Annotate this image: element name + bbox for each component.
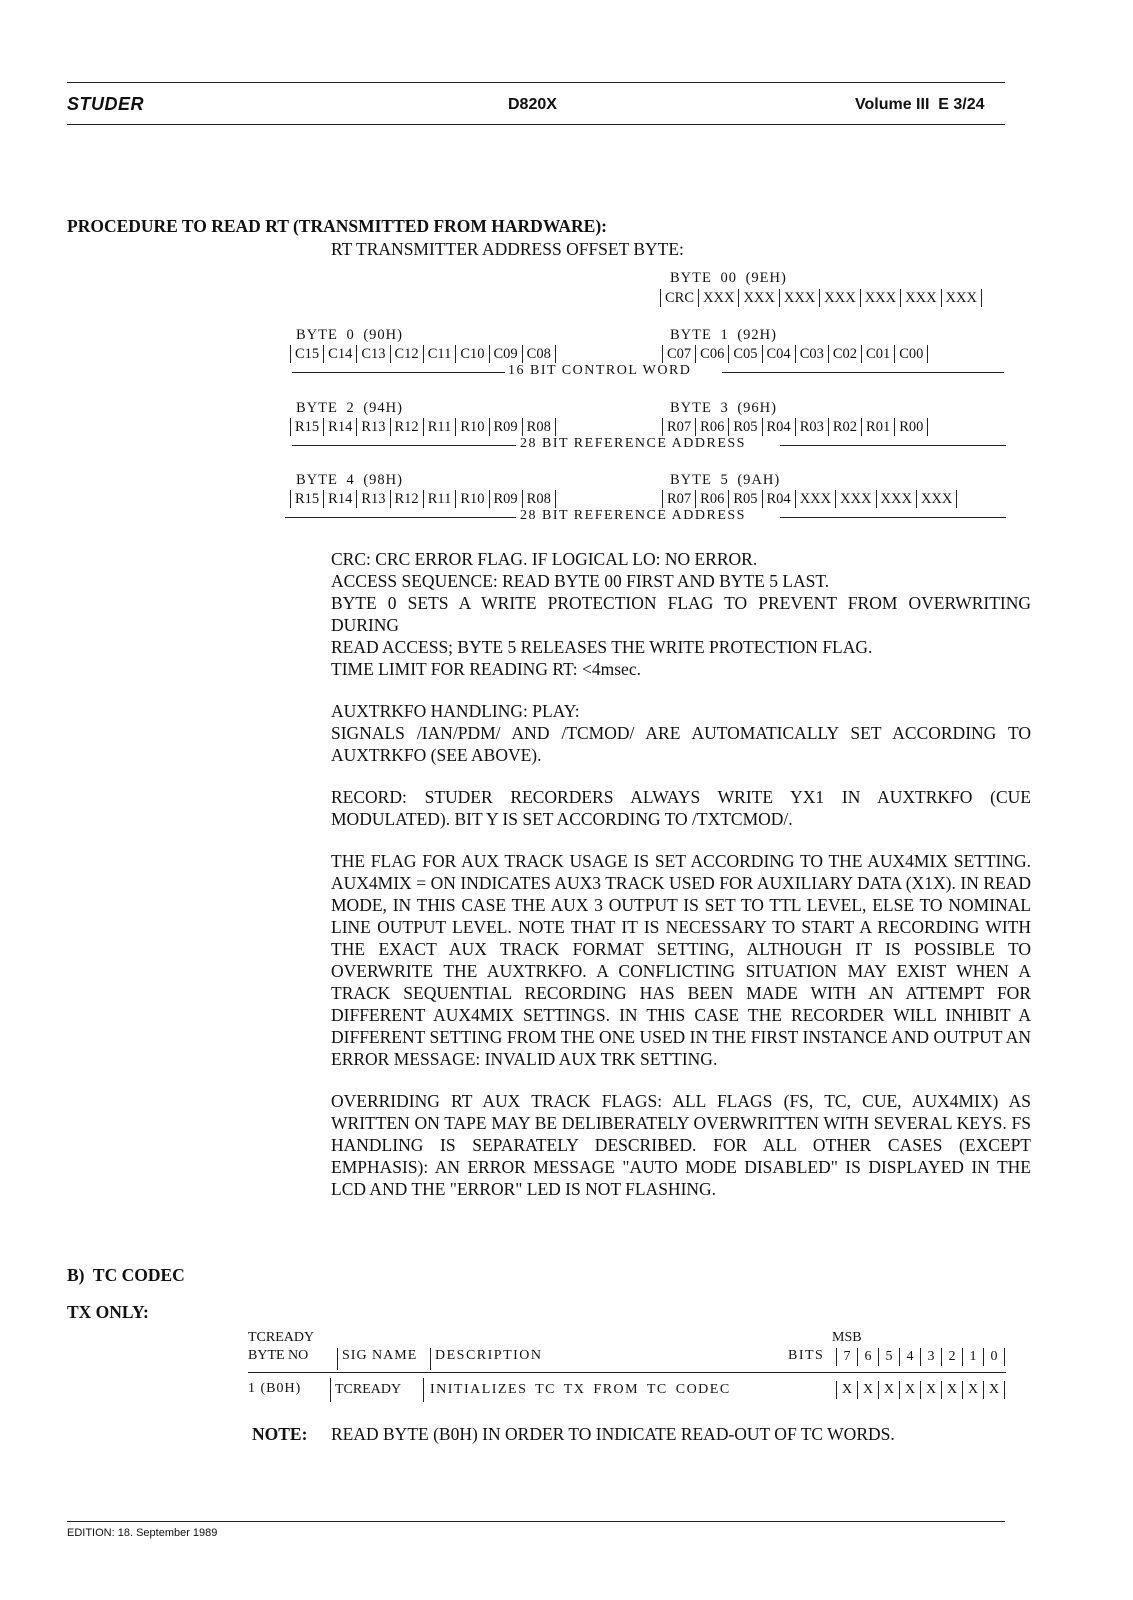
- span23-arrow-left: [292, 445, 516, 446]
- tc-header-sig-name: SIG NAME: [337, 1348, 417, 1370]
- page-number: E 3/24: [938, 96, 985, 113]
- byte3-cell: R03: [795, 418, 828, 436]
- byte1-cell: C07: [662, 345, 695, 363]
- byte2-cell: R14: [323, 418, 356, 436]
- header-top-rule: [67, 82, 1005, 83]
- byte1-cell: C05: [728, 345, 761, 363]
- byte00-cells: [660, 289, 982, 307]
- byte5-cell: R05: [728, 490, 761, 508]
- byte0-cell: C11: [423, 345, 456, 363]
- byte00-cell: XXX: [819, 289, 859, 307]
- byte0-cells: [290, 345, 556, 363]
- byte1-cell: C04: [762, 345, 795, 363]
- byte3-cell: R07: [662, 418, 695, 436]
- byte00-cell: XXX: [698, 289, 738, 307]
- span45-arrow-right: [780, 517, 1006, 518]
- section-b-title: B) TC CODEC: [67, 1265, 185, 1285]
- text-line: SIGNALS /IAN/PDM/ AND /TCMOD/ ARE AUTOMATICALLY SET ACCORDING TO AUXTRKFO (SEE ABOVE).: [331, 723, 1031, 765]
- byte3-cells: [662, 418, 928, 436]
- text-line: AUXTRKFO HANDLING: PLAY:: [331, 701, 580, 721]
- byte00-cell: CRC: [660, 289, 698, 307]
- tc-row-bits: [836, 1381, 1005, 1399]
- byte4-cell: R11: [423, 490, 456, 508]
- byte5-cell: R06: [695, 490, 728, 508]
- bit-value: X: [941, 1381, 962, 1399]
- byte3-cell: R02: [828, 418, 861, 436]
- byte00-cell: XXX: [860, 289, 900, 307]
- bit-value: X: [962, 1381, 983, 1399]
- byte4-cell: R10: [455, 490, 488, 508]
- byte3-label: BYTE 3 (96H): [670, 400, 777, 416]
- byte2-cell: R09: [489, 418, 522, 436]
- span45-label: 28 BIT REFERENCE ADDRESS: [520, 508, 746, 523]
- byte4-label: BYTE 4 (98H): [296, 472, 403, 488]
- byte5-cell: XXX: [916, 490, 957, 508]
- text-line: TIME LIMIT FOR READING RT: <4msec.: [331, 659, 641, 679]
- paragraph-overriding: OVERRIDING RT AUX TRACK FLAGS: ALL FLAGS (FS, TC, CUE, AUX4MIX) AS WRITTEN ON TAPE MAY BE DELIBERATELY OVERWRITTEN WITH SEVERAL KEYS. FS HANDLING IS SEPARATELY DESCRIBED. FOR ALL OTHER CASES (EXCEPT EMPHASIS): AN ERROR MESSAGE "AUTO MODE DISABLED" IS DISPLAYED IN THE LCD AND THE "ERROR" LED IS NOT FLASHING.: [331, 1091, 1031, 1199]
- byte1-cells: [662, 345, 928, 363]
- byte5-cell: XXX: [876, 490, 916, 508]
- byte00-cell: XXX: [779, 289, 819, 307]
- byte4-cell: R08: [522, 490, 556, 508]
- byte0-cell: C13: [356, 345, 389, 363]
- bit-header: 4: [899, 1348, 920, 1366]
- byte2-label: BYTE 2 (94H): [296, 400, 403, 416]
- byte00-label: BYTE 00 (9EH): [670, 270, 787, 286]
- bit-value: X: [899, 1381, 920, 1399]
- byte5-label: BYTE 5 (9AH): [670, 472, 781, 488]
- edition-text: EDITION: 18. September 1989: [67, 1527, 218, 1539]
- bit-header: 6: [857, 1348, 878, 1366]
- volume-label: [855, 96, 985, 114]
- byte2-cells: [290, 418, 556, 436]
- byte3-cell: R05: [728, 418, 761, 436]
- bit-value: X: [878, 1381, 899, 1399]
- tc-table-divider: [248, 1372, 1006, 1373]
- volume-text: Volume III: [855, 96, 930, 113]
- section-a-title: PROCEDURE TO READ RT (TRANSMITTED FROM HARDWARE):: [67, 216, 607, 236]
- span01-arrow-right: [722, 372, 1004, 373]
- bit-header: 1: [962, 1348, 983, 1366]
- bit-header: 5: [878, 1348, 899, 1366]
- byte0-cell: C09: [489, 345, 522, 363]
- byte0-cell: C12: [390, 345, 423, 363]
- byte1-cell: C00: [894, 345, 928, 363]
- tx-only-label: TX ONLY:: [67, 1302, 149, 1322]
- byte1-cell: C06: [695, 345, 728, 363]
- byte0-cell: C10: [455, 345, 488, 363]
- tc-bit-headers: [836, 1348, 1005, 1366]
- byte0-cell: C08: [522, 345, 556, 363]
- byte2-cell: R13: [356, 418, 389, 436]
- model-name: D820X: [508, 96, 557, 113]
- paragraph-record: RECORD: STUDER RECORDERS ALWAYS WRITE YX1 IN AUXTRKFO (CUE MODULATED). BIT Y IS SET ACCORDING TO /TXTCMOD/.: [331, 787, 1031, 829]
- span23-label: 28 BIT REFERENCE ADDRESS: [520, 436, 746, 451]
- section-a-subtitle: RT TRANSMITTER ADDRESS OFFSET BYTE:: [331, 239, 684, 259]
- bit-header: 7: [836, 1348, 857, 1366]
- footer-rule: [67, 1521, 1005, 1522]
- span01-label: 16 BIT CONTROL WORD: [508, 363, 692, 378]
- bit-value: X: [920, 1381, 941, 1399]
- byte2-cell: R10: [455, 418, 488, 436]
- tc-row-sig-name: TCREADY: [330, 1378, 401, 1402]
- text-line: ACCESS SEQUENCE: READ BYTE 00 FIRST AND BYTE 5 LAST.: [331, 571, 830, 591]
- text-line: READ ACCESS; BYTE 5 RELEASES THE WRITE PROTECTION FLAG.: [331, 637, 873, 657]
- byte3-cell: R01: [861, 418, 894, 436]
- byte1-cell: C02: [828, 345, 861, 363]
- text-line: CRC: CRC ERROR FLAG. IF LOGICAL LO: NO ERROR.: [331, 549, 758, 569]
- text-line: BYTE 0 SETS A WRITE PROTECTION FLAG TO PREVENT FROM OVERWRITING DURING: [331, 593, 1031, 635]
- paragraph-auxtrkfo: [331, 700, 1031, 766]
- byte3-cell: R00: [894, 418, 928, 436]
- byte3-cell: R04: [762, 418, 795, 436]
- paragraph-crc: [331, 548, 1031, 680]
- byte5-cell: R07: [662, 490, 695, 508]
- bit-value: X: [857, 1381, 878, 1399]
- byte1-cell: C01: [861, 345, 894, 363]
- msb-label: MSB: [832, 1330, 862, 1345]
- bit-value: X: [983, 1381, 1005, 1399]
- body-text: [331, 548, 1031, 1220]
- byte2-cell: R12: [390, 418, 423, 436]
- byte4-cell: R14: [323, 490, 356, 508]
- byte5-cell: R04: [762, 490, 795, 508]
- byte4-cell: R09: [489, 490, 522, 508]
- tc-table-name: TCREADY: [248, 1330, 315, 1345]
- byte0-cell: C14: [323, 345, 356, 363]
- brand-logo: STUDER: [67, 94, 145, 114]
- byte4-cell: R12: [390, 490, 423, 508]
- header-bottom-rule: [67, 124, 1005, 125]
- bit-header: 3: [920, 1348, 941, 1366]
- span23-arrow-right: [780, 445, 1006, 446]
- tc-header-byte-no: BYTE NO: [248, 1348, 309, 1363]
- note-text: READ BYTE (B0H) IN ORDER TO INDICATE READ-OUT OF TC WORDS.: [331, 1424, 895, 1444]
- span01-arrow-left: [292, 372, 505, 373]
- byte3-cell: R06: [695, 418, 728, 436]
- bit-value: X: [836, 1381, 857, 1399]
- tc-row-description: INITIALIZES TC TX FROM TC CODEC: [423, 1378, 731, 1402]
- byte4-cells: [290, 490, 556, 508]
- tc-header-description: DESCRIPTION: [430, 1348, 543, 1370]
- byte00-cell: XXX: [900, 289, 940, 307]
- span45-arrow-left: [285, 517, 516, 518]
- byte4-cell: R13: [356, 490, 389, 508]
- byte00-cell: XXX: [941, 289, 982, 307]
- byte5-cell: XXX: [795, 490, 835, 508]
- byte2-cell: R11: [423, 418, 456, 436]
- byte5-cell: XXX: [835, 490, 875, 508]
- bit-header: 0: [983, 1348, 1005, 1366]
- byte2-cell: R08: [522, 418, 556, 436]
- note-label: NOTE:: [252, 1424, 308, 1444]
- paragraph-aux-flag: THE FLAG FOR AUX TRACK USAGE IS SET ACCORDING TO THE AUX4MIX SETTING. AUX4MIX = ON INDICATES AUX3 TRACK USED FOR AUXILIARY DATA (X1X). IN READ MODE, IN THIS CASE THE AUX 3 OUTPUT IS SET TO TTL LEVEL, ELSE TO NOMINAL LINE OUTPUT LEVEL. NOTE THAT IT IS NECESSARY TO START A RECORDING WITH THE EXACT AUX TRACK FORMAT SETTING, ALTHOUGH IT IS POSSIBLE TO OVERWRITE THE AUXTRKFO. A CONFLICTING SITUATION MAY EXIST WHEN A TRACK SEQUENTIAL RECORDING HAS BEEN MADE WITH AN ATTEMPT FOR DIFFERENT AUX4MIX SETTINGS. IN THIS CASE THE RECORDER WILL INHIBIT A DIFFERENT SETTING FROM THE ONE USED IN THE FIRST INSTANCE AND OUTPUT AN ERROR MESSAGE: INVALID AUX TRK SETTING.: [331, 851, 1031, 1069]
- byte00-cell: XXX: [738, 289, 778, 307]
- tc-header-bits: BITS: [788, 1348, 825, 1363]
- byte2-cell: R15: [290, 418, 323, 436]
- byte1-cell: C03: [795, 345, 828, 363]
- byte4-cell: R15: [290, 490, 323, 508]
- tc-row-byte-no: 1 (B0H): [248, 1381, 302, 1396]
- byte0-label: BYTE 0 (90H): [296, 327, 403, 343]
- bit-header: 2: [941, 1348, 962, 1366]
- byte5-cells: [662, 490, 957, 508]
- byte0-cell: C15: [290, 345, 323, 363]
- byte1-label: BYTE 1 (92H): [670, 327, 777, 343]
